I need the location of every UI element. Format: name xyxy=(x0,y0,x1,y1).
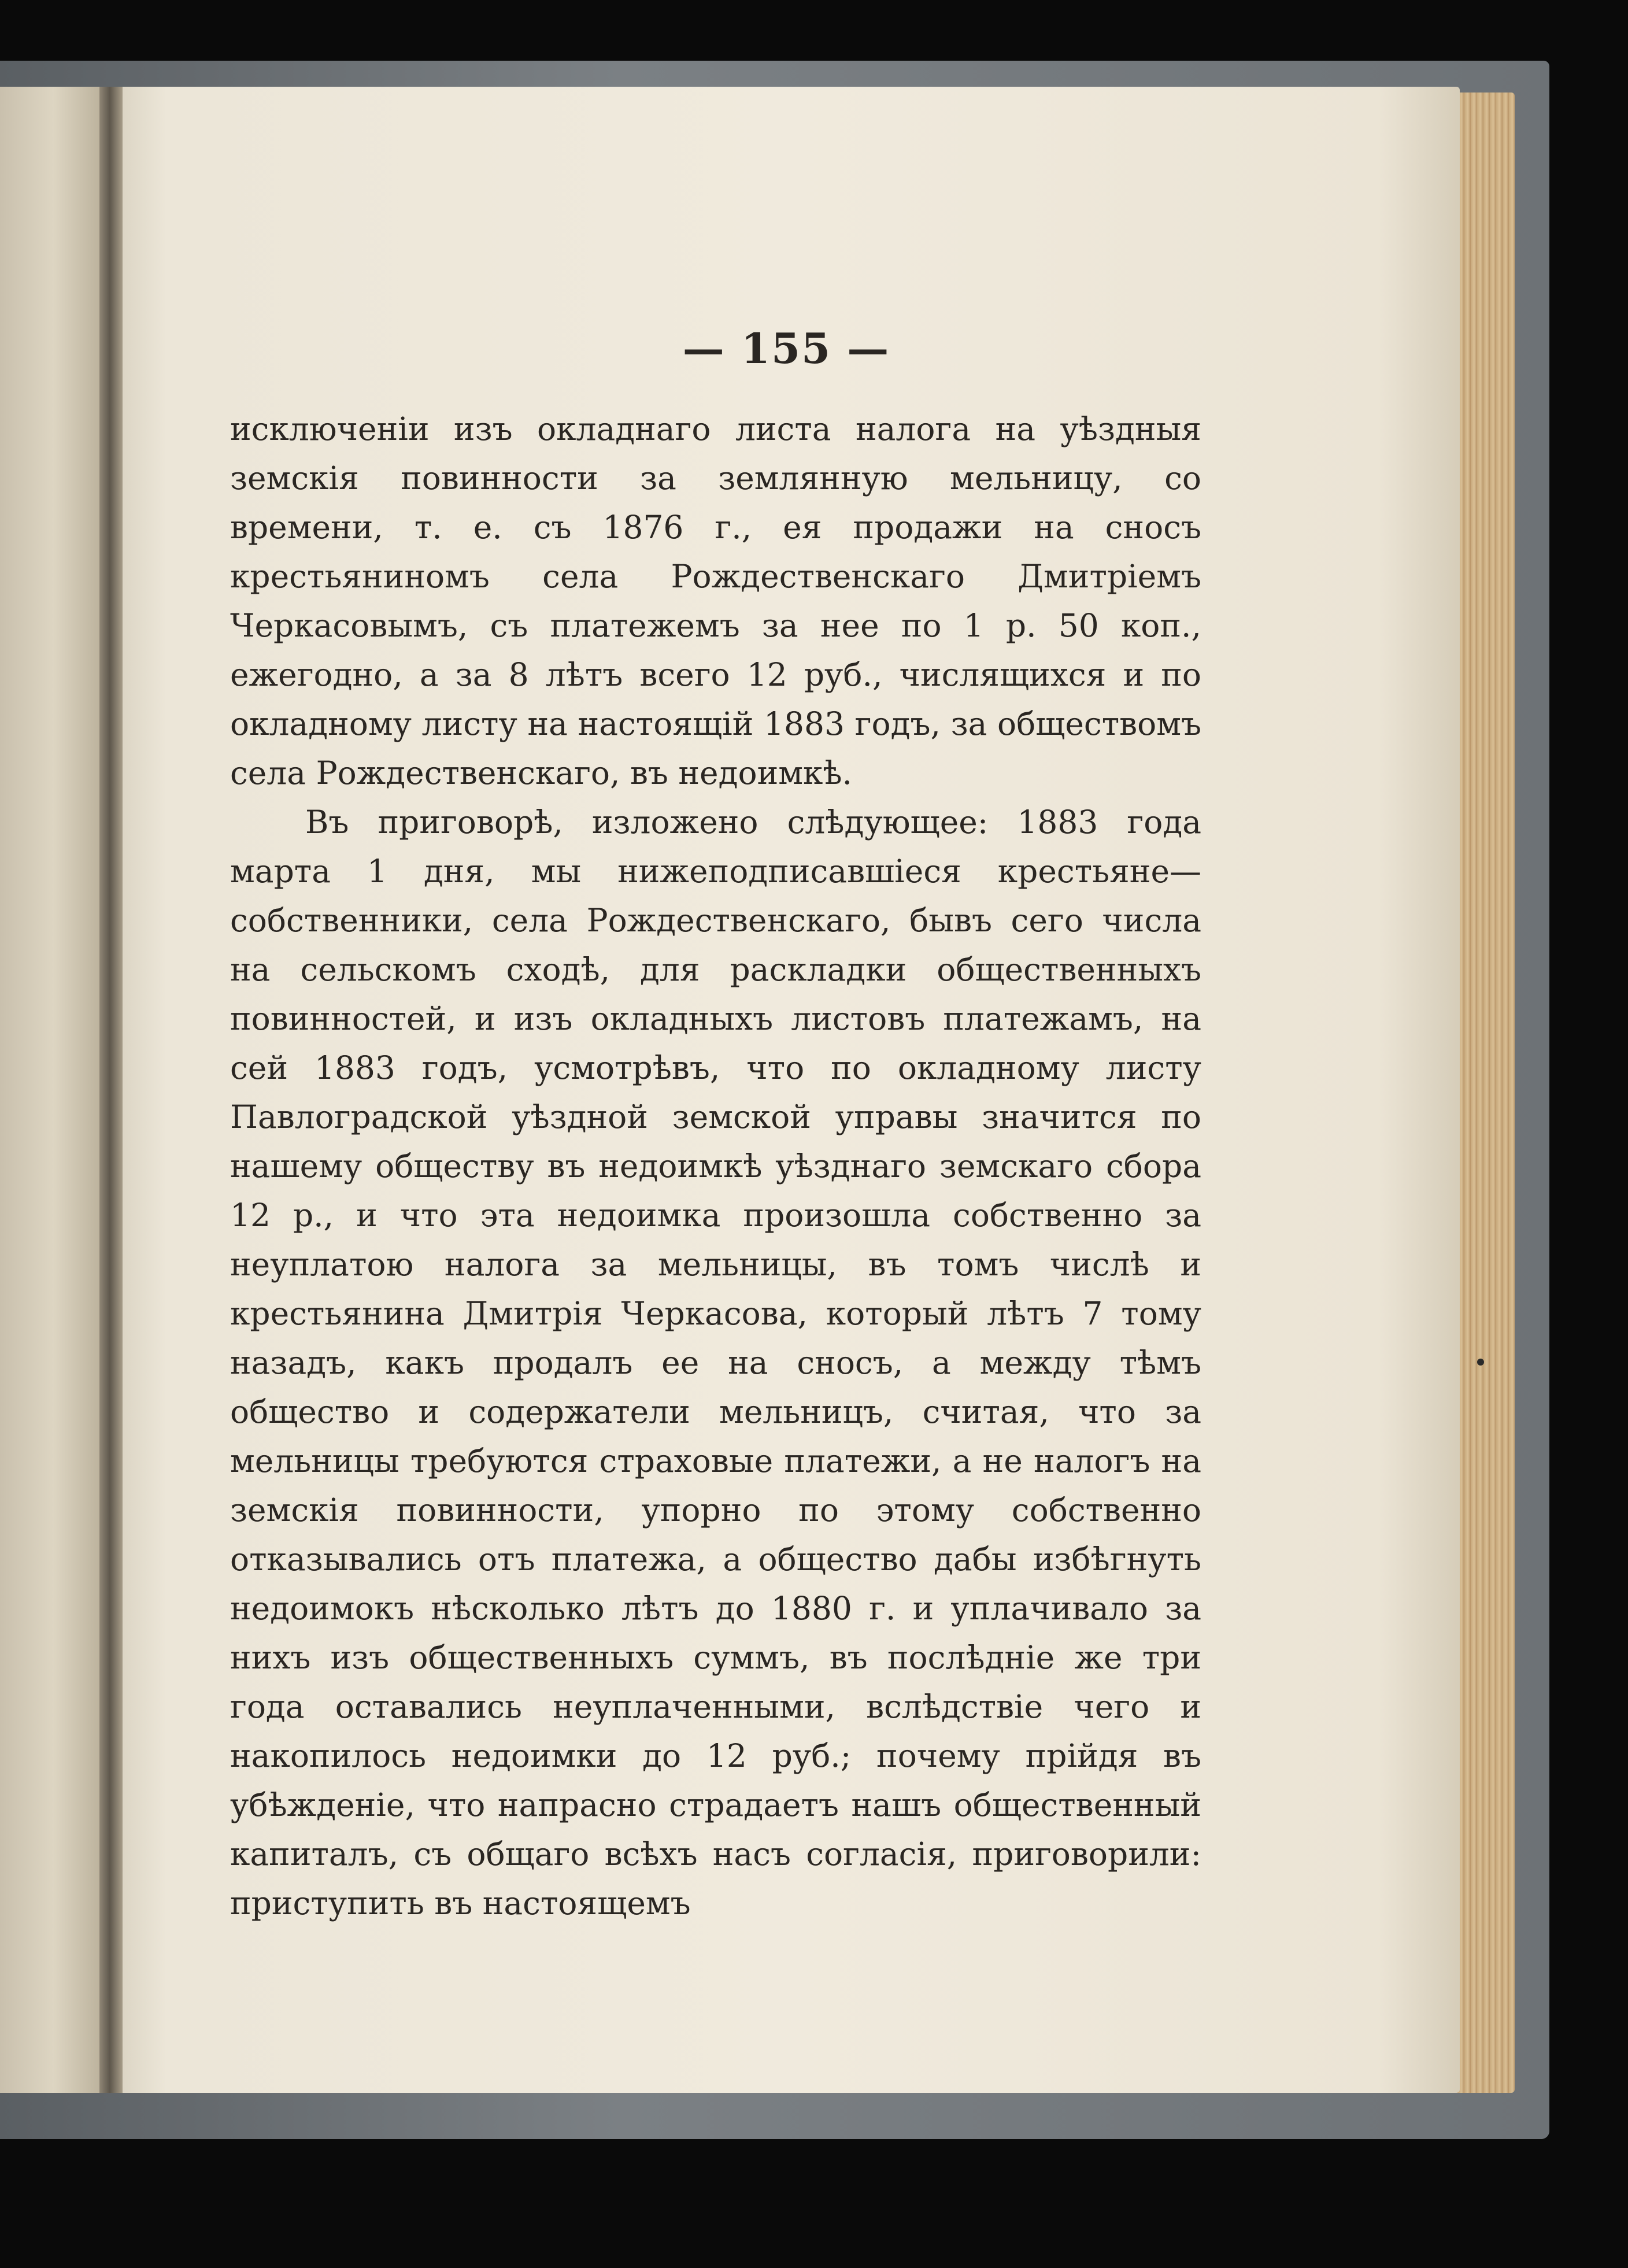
page-mark-dot xyxy=(1477,1359,1484,1366)
page-text-block xyxy=(230,405,1201,1928)
paragraph-resolution: Въ приговорѣ, изложено слѣдующее: 1883 года марта 1 дня, мы нижеподписавшіеся крестьяне—собственники, села Рождественскаго, бывъ сего числа на сельскомъ сходѣ, для раскладки общественныхъ повинностей, и изъ окладныхъ листовъ платежамъ, на сей 1883 годъ, усмотрѣвъ, что по окладному листу Павлоградской уѣздной земской управы значится по нашему обществу въ недоимкѣ уѣзднаго земскаго сбора 12 р., и что эта недоимка произошла собственно за неуплатою налога за мельницы, въ томъ числѣ и крестьянина Дмитрія Черкасова, который лѣтъ 7 тому назадъ, какъ продалъ ее на сносъ, а между тѣмъ общество и содержатели мельницъ, считая, что за мельницы требуются страховые платежи, а не налогъ на земскія повинности, упорно по этому собственно отказывались отъ платежа, а общество дабы избѣгнуть недоимокъ нѣсколько лѣтъ до 1880 г. и уплачивало за нихъ изъ общественныхъ суммъ, въ послѣдніе же три года оставались неуплаченными, вслѣдствіе чего и накопилось недоимки до 12 руб.; почему прійдя въ убѣжденіе, что напрасно страдаетъ нашъ общественный капиталъ, съ общаго всѣхъ насъ согласія, приговорили: приступить въ настоящемъ xyxy=(230,804,1201,1922)
left-page-edge xyxy=(0,87,107,2093)
book-gutter xyxy=(99,87,123,2093)
paragraph-continuation: исключеніи изъ окладнаго листа налога на уѣздныя земскія повинности за землянную мельницу, со времени, т. е. съ 1876 г., ея продажи на сносъ крестьяниномъ села Рождественскаго Дмитріемъ Черкасовымъ, съ платежемъ за нее по 1 р. 50 коп., ежегодно, а за 8 лѣтъ всего 12 руб., числящихся и по окладному листу на настоящій 1883 годъ, за обществомъ села Рождественскаго, въ недоимкѣ. xyxy=(230,410,1201,791)
page-number: — 155 — xyxy=(682,324,890,373)
